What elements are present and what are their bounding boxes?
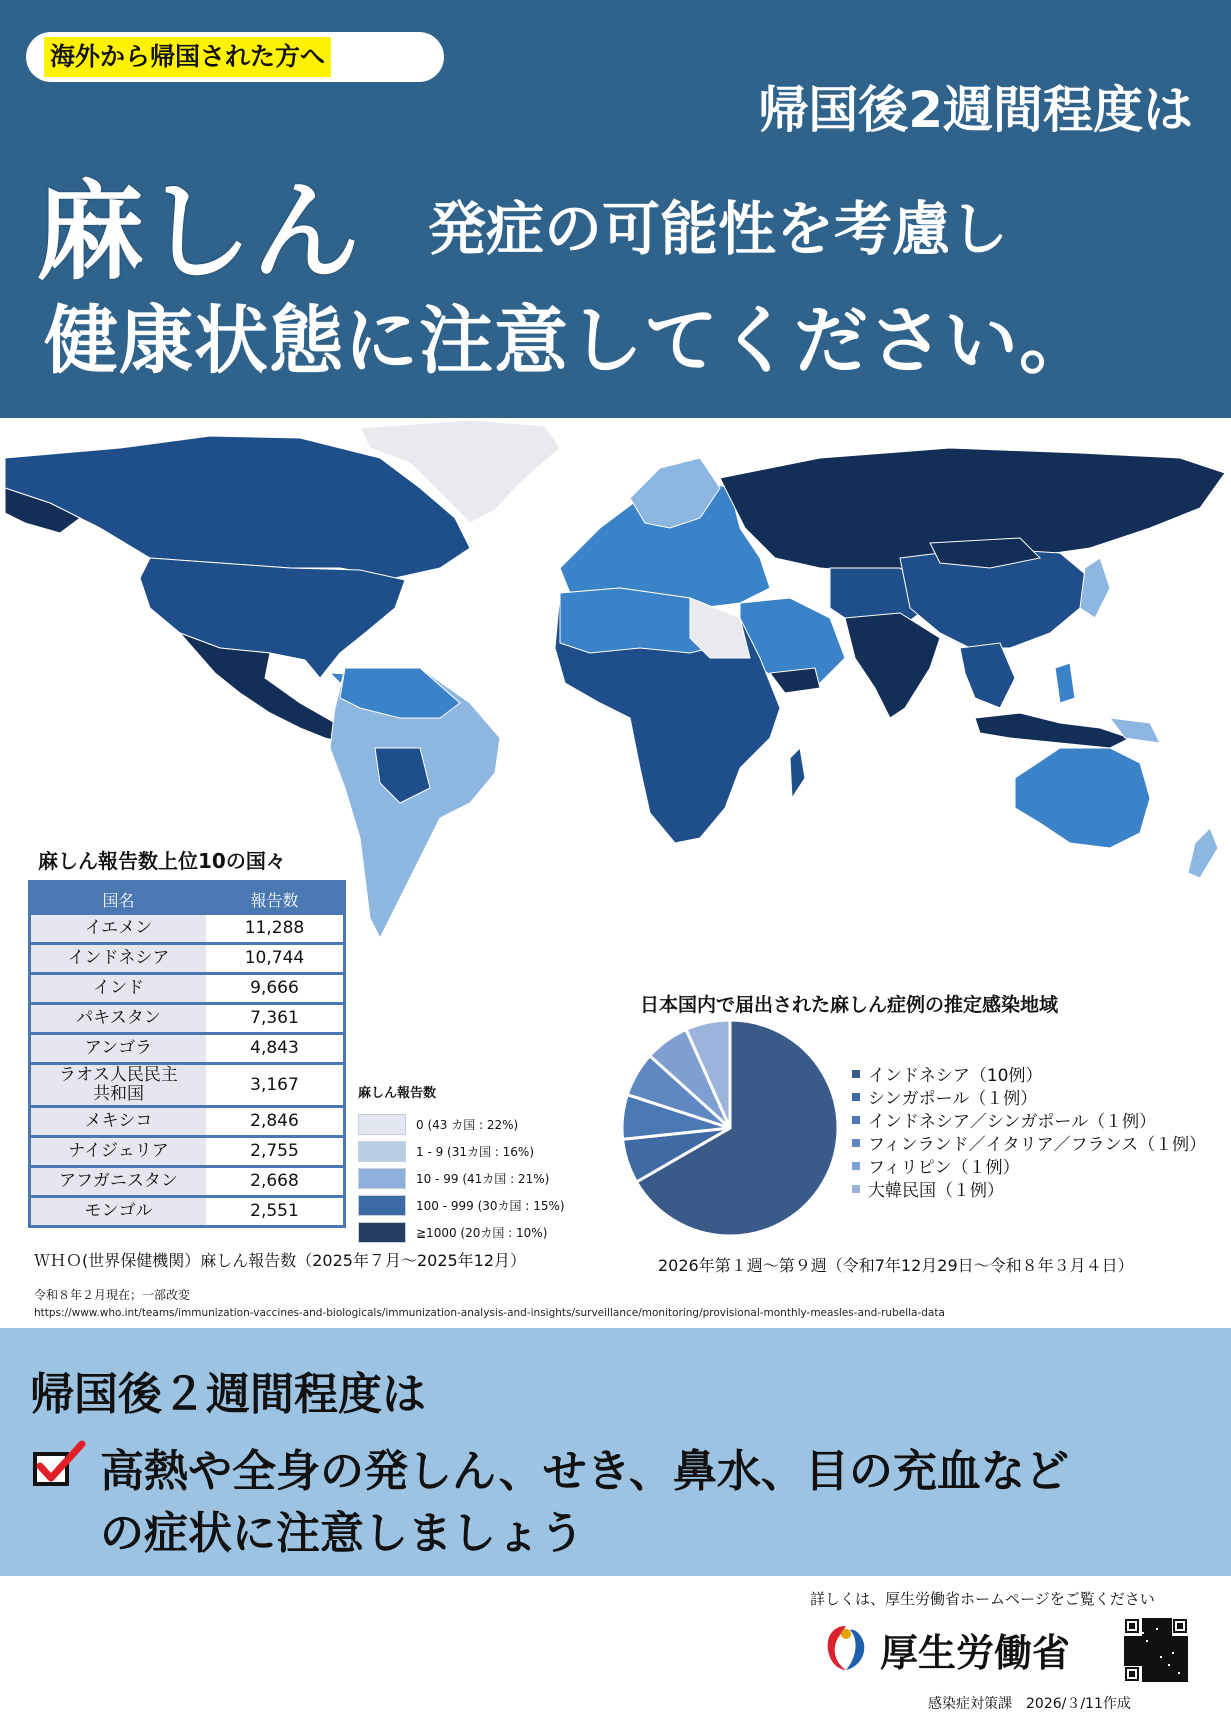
pie-legend-label: インドネシア（10例） xyxy=(868,1066,1043,1086)
report-count: 2,846 xyxy=(206,1107,345,1137)
legend-item xyxy=(358,1111,598,1138)
country-name: インドネシア xyxy=(30,944,206,974)
table-row xyxy=(30,1064,345,1107)
table-row xyxy=(30,915,345,944)
ministry-logo-icon xyxy=(822,1620,870,1674)
map-india-pakistan xyxy=(845,613,940,718)
pie-legend-label: 大韓民国（１例） xyxy=(868,1181,1004,1201)
advice-text-line2: の症状に注意しましょう xyxy=(100,1508,584,1559)
pie-legend-item xyxy=(852,1108,1206,1131)
world-measles-map xyxy=(0,418,1231,958)
pie-chart xyxy=(620,1018,840,1238)
report-count: 2,668 xyxy=(206,1167,345,1197)
table-row xyxy=(30,1167,345,1197)
pie-legend-swatch xyxy=(852,1070,860,1078)
country-name: アフガニスタン xyxy=(30,1167,206,1197)
map-legend xyxy=(358,1082,598,1246)
ministry-name: 厚生労働省 xyxy=(880,1631,1071,1675)
table-row xyxy=(30,1034,345,1064)
country-name: メキシコ xyxy=(30,1107,206,1137)
checkbox-check-icon xyxy=(32,1440,86,1488)
map-new-zealand xyxy=(1188,828,1218,878)
legend-item xyxy=(358,1138,598,1165)
report-count: 2,755 xyxy=(206,1137,345,1167)
table-row xyxy=(30,1107,345,1137)
pie-legend-item xyxy=(852,1062,1206,1085)
map-southeast-asia xyxy=(960,643,1015,708)
top10-table xyxy=(28,880,346,1228)
footer-department-date: 感染症対策課 2026/３/11作成 xyxy=(928,1696,1131,1712)
pie-legend-swatch xyxy=(852,1093,860,1101)
map-legend-title: 麻しん報告数 xyxy=(358,1086,437,1101)
pie-legend-label: インドネシア／シンガポール（１例） xyxy=(868,1112,1157,1132)
map-indonesia xyxy=(975,713,1130,748)
country-name: インド xyxy=(30,974,206,1004)
report-count: 4,843 xyxy=(206,1034,345,1064)
map-australia xyxy=(1015,748,1150,848)
legend-item xyxy=(358,1192,598,1219)
legend-swatch xyxy=(358,1114,406,1135)
map-madagascar xyxy=(790,748,805,798)
headline-line3: 健康状態に注意してください。 xyxy=(44,298,1094,384)
pie-legend-swatch xyxy=(852,1162,860,1170)
legend-label: 100 - 999 (30カ国 : 15%) xyxy=(416,1199,565,1213)
pie-legend-item xyxy=(852,1154,1206,1177)
report-count: 10,744 xyxy=(206,944,345,974)
top10-header-count: 報告数 xyxy=(206,882,345,916)
pie-legend xyxy=(852,1062,1206,1200)
country-name: ナイジェリア xyxy=(30,1137,206,1167)
legend-swatch xyxy=(358,1222,406,1243)
map-japan xyxy=(1080,558,1110,618)
qr-code-icon[interactable] xyxy=(1124,1618,1188,1682)
pie-legend-item xyxy=(852,1177,1206,1200)
legend-item xyxy=(358,1165,598,1192)
country-name: アンゴラ xyxy=(30,1034,206,1064)
pie-legend-label: シンガポール（１例） xyxy=(868,1089,1038,1109)
legend-label: 0 (43 カ国 : 22%) xyxy=(416,1118,519,1132)
country-name: イエメン xyxy=(30,915,206,944)
pie-legend-item xyxy=(852,1085,1206,1108)
table-row xyxy=(30,944,345,974)
pie-legend-label: フィリピン（１例） xyxy=(868,1158,1020,1178)
country-name: モンゴル xyxy=(30,1197,206,1227)
headline-line1: 帰国後2週間程度は xyxy=(758,81,1193,139)
report-count: 11,288 xyxy=(206,915,345,944)
table-row xyxy=(30,1197,345,1227)
map-philippines xyxy=(1055,663,1075,703)
pie-legend-swatch xyxy=(852,1116,860,1124)
report-count: 7,361 xyxy=(206,1004,345,1034)
legend-swatch xyxy=(358,1141,406,1162)
pie-legend-label: フィンランド／イタリア／フランス（１例） xyxy=(868,1135,1207,1155)
country-name: パキスタン xyxy=(30,1004,206,1034)
legend-label: ≧1000 (20カ国 : 10%) xyxy=(416,1226,548,1240)
footer-more-info: 詳しくは、厚生労働省ホームページをご覧ください xyxy=(810,1590,1155,1608)
legend-label: 10 - 99 (41カ国 : 21%) xyxy=(416,1172,550,1186)
pie-legend-swatch xyxy=(852,1139,860,1147)
japan-period-caption: 2026年第１週～第９週（令和7年12月29日～令和８年３月４日） xyxy=(658,1256,1134,1275)
report-count: 3,167 xyxy=(206,1064,345,1107)
headline-disease: 麻しん xyxy=(36,170,361,295)
advice-text-line1: 高熱や全身の発しん、せき、鼻水、目の充血など xyxy=(100,1446,1069,1497)
map-yemen xyxy=(770,668,820,693)
advice-heading: 帰国後２週間程度は xyxy=(30,1369,426,1420)
pie-legend-swatch xyxy=(852,1185,860,1193)
table-row xyxy=(30,1004,345,1034)
report-count: 2,551 xyxy=(206,1197,345,1227)
legend-swatch xyxy=(358,1195,406,1216)
pie-title: 日本国内で届出された麻しん症例の推定感染地域 xyxy=(640,994,1059,1016)
legend-swatch xyxy=(358,1168,406,1189)
report-count: 9,666 xyxy=(206,974,345,1004)
revision-note: 令和８年２月現在；一部改変 xyxy=(34,1288,191,1302)
table-row xyxy=(30,1137,345,1167)
table-row xyxy=(30,974,345,1004)
pie-legend-item xyxy=(852,1131,1206,1154)
map-usa xyxy=(140,558,405,678)
top10-header-country: 国名 xyxy=(30,882,206,916)
who-source-url: https://www.who.int/teams/immunization-vaccines-and-biologicals/immunization-analysis-and-insights/surveillance/monitoring/provisional-monthly-measles-and-rubella-data xyxy=(34,1307,945,1319)
audience-label: 海外から帰国された方へ xyxy=(44,37,331,77)
legend-item xyxy=(358,1219,598,1246)
headline-line2: 発症の可能性を考慮し xyxy=(428,195,1009,263)
country-name: ラオス人民民主 共和国 xyxy=(30,1064,206,1107)
legend-label: 1 - 9 (31カ国 : 16%) xyxy=(416,1145,535,1159)
who-caption: ＷＨＯ(世界保健機関）麻しん報告数（2025年７月～2025年12月） xyxy=(34,1251,527,1270)
top10-title: 麻しん報告数上位10の国々 xyxy=(38,849,286,873)
